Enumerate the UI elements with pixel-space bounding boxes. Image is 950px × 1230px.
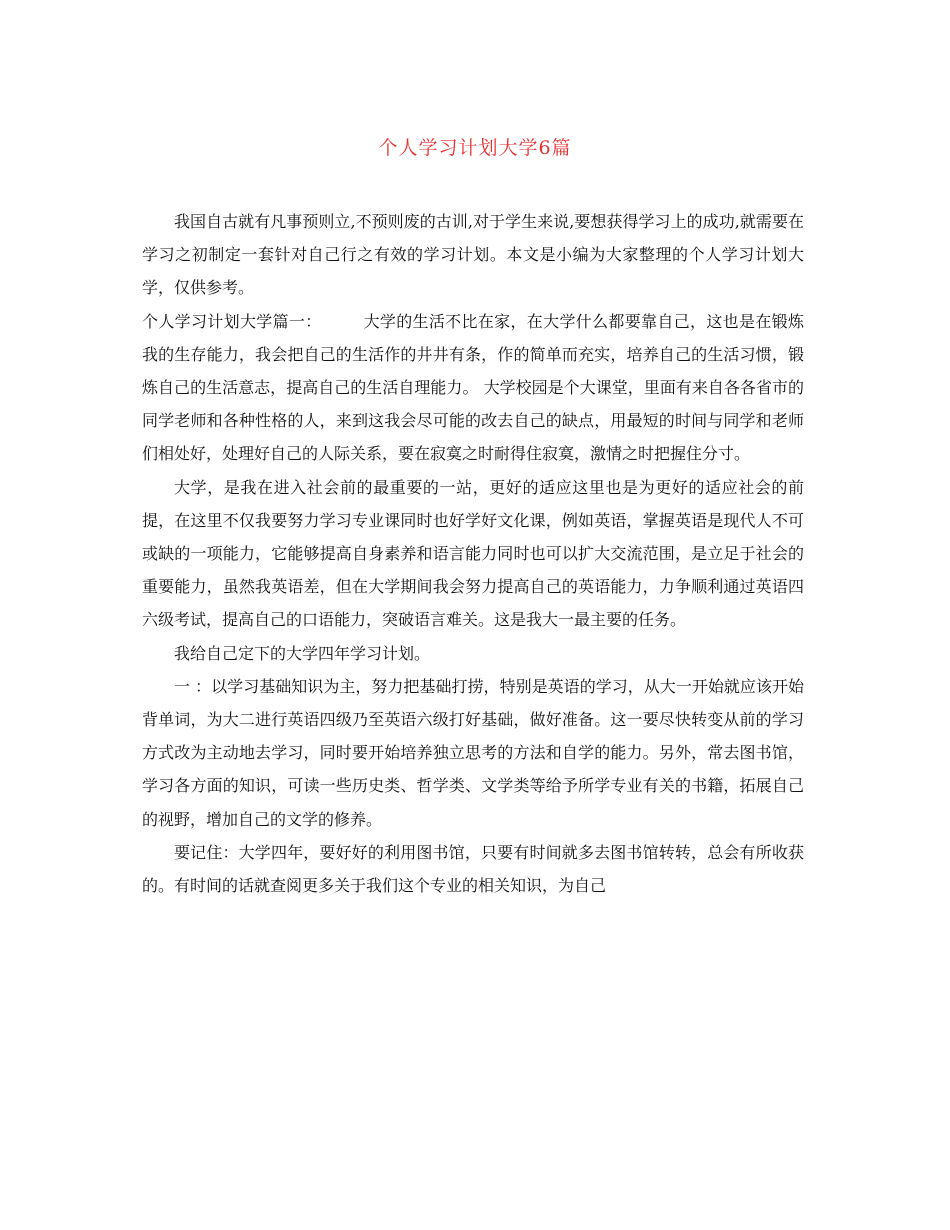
- body-paragraph-3: 我给自己定下的大学四年学习计划。: [174, 643, 431, 663]
- body-paragraph-5: 要记住：大学四年，要好好的利用图书馆，只要有时间就多去图书馆转转，总会有所收获的。有时间的话就查阅更多关于我们这个专业的相关知识，为自己: [142, 842, 804, 896]
- document-title: 个人学习计划大学6篇: [378, 137, 572, 159]
- body-paragraph-2: 大学，是我在进入社会前的最重要的一站，更好的适应这里也是为更好的适应社会的前提，在这里不仅我要努力学习专业课同时也好学好文化课，例如英语，掌握英语是现代人不可或缺的一项能力，它能够提高自身素养和语言能力同时也可以扩大交流范围，是立足于社会的重要能力，虽然我英语差，但在大学期间我会努力提高自己的英语能力，力争顺利通过英语四六级考试，提高自己的口语能力，突破语言难关。这是我大一最主要的任务。: [142, 477, 804, 630]
- section-one-paragraph: [142, 305, 804, 471]
- section-heading: 个人学习计划大学篇一：: [142, 311, 322, 331]
- body-paragraph-4: 一 ：以学习基础知识为主，努力把基础打捞，特别是英语的学习，从大一开始就应该开始背单词，为大二进行英语四级乃至英语六级打好基础，做好准备。这一要尽快转变从前的学习方式改为主动地去学习，同时要开始培养独立思考的方法和自学的能力。另外，常去图书馆，学习各方面的知识，可读一些历史类、哲学类、文学类等给予所学专业有关的书籍，拓展自己的视野，增加自己的文学的修养。: [142, 676, 804, 829]
- document-body: [142, 205, 804, 902]
- section-one-text: 大学的生活不比在家，在大学什么都要靠自己，这也是在锻炼我的生存能力，我会把自己的生活作的井井有条，作的简单而充实，培养自己的生活习惯，锻炼自己的生活意志，提高自己的生活自理能力。 大学校园是个大课堂，里面有来自各各省市的同学老师和各种性格的人，来到这我会尽可能的改去自己的缺点，用最短的时间与同学和老师们相处好，处理好自己的人际关系，要在寂寞之时耐得住寂寞，激情之时把握住分寸。: [142, 311, 804, 464]
- intro-paragraph: 我国自古就有凡事预则立,不预则废的古训,对于学生来说,要想获得学习上的成功,就需要在学习之初制定一套针对自己行之有效的学习计划。本文是小编为大家整理的个人学习计划大学，仅供参考。: [142, 212, 804, 298]
